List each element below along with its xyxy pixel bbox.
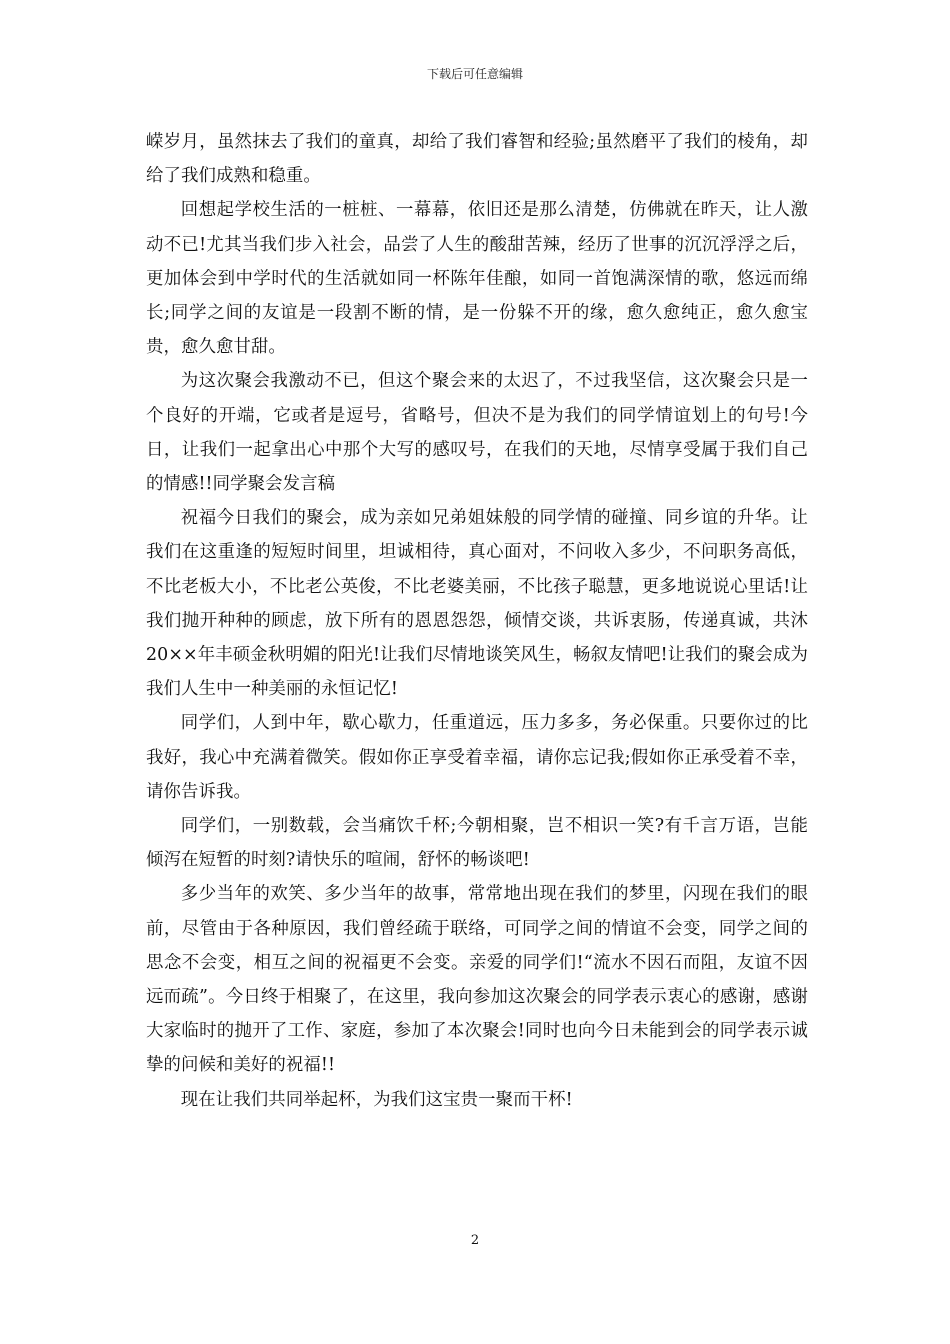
paragraph: 回想起学校生活的一桩桩、一幕幕，依旧还是那么清楚，仿佛就在昨天，让人激动不已!尤其当我们步入社会，品尝了人生的酸甜苦辣，经历了世事的沉沉浮浮之后，更加体会到中学时代的生活就如同一杯陈年佳酿，如同一首饱满深情的歌，悠远而绵长;同学之间的友谊是一段割不断的情，是一份躲不开的缘，愈久愈纯正，愈久愈宝贵，愈久愈甘甜。 [146, 200, 808, 358]
paragraph-continued: 嵘岁月，虽然抹去了我们的童真，却给了我们睿智和经验;虽然磨平了我们的棱角，却给了我们成熟和稳重。 [146, 132, 808, 187]
paragraph: 现在让我们共同举起杯，为我们这宝贵一聚而干杯! [180, 1089, 573, 1110]
paragraph: 同学们，一别数载，会当痛饮千杯;今朝相聚，岂不相识一笑?有千言万语，岂能倾泻在短暂的时刻?请快乐的喧闹，舒怀的畅谈吧! [146, 816, 808, 871]
paragraph: 同学们，人到中年，歇心歇力，任重道远，压力多多，务必保重。只要你过的比我好，我心中充满着微笑。假如你正享受着幸福，请你忘记我;假如你正承受着不幸，请你告诉我。 [146, 713, 808, 802]
page-number: 2 [470, 1233, 480, 1248]
paragraph: 祝福今日我们的聚会，成为亲如兄弟姐妹般的同学情的碰撞、同乡谊的升华。让我们在这重逢的短短时间里，坦诚相待，真心面对，不问收入多少，不问职务高低，不比老板大小，不比老公英俊，不比老婆美丽，不比孩子聪慧，更多地说说心里话!让我们抛开种种的顾虑，放下所有的恩恩怨怨，倾情交谈，共诉衷肠，传递真诚，共沐20××年丰硕金秋明媚的阳光!让我们尽情地谈笑风生，畅叙友情吧!让我们的聚会成为我们人生中一种美丽的永恒记忆! [146, 508, 808, 700]
page-header: 下载后可任意编辑 [426, 67, 523, 81]
paragraph: 多少当年的欢笑、多少当年的故事，常常地出现在我们的梦里，闪现在我们的眼前，尽管由于各种原因，我们曾经疏于联络，可同学之间的情谊不会变，同学之间的思念不会变，相互之间的祝福更不会变。亲爱的同学们!“流水不因石而阻，友谊不因远而疏”。今日终于相聚了，在这里，我向参加这次聚会的同学表示衷心的感谢，感谢大家临时的抛开了工作、家庭，参加了本次聚会!同时也向今日未能到会的同学表示诚挚的问候和美好的祝福!! [146, 884, 808, 1076]
paragraph: 为这次聚会我激动不已，但这个聚会来的太迟了，不过我坚信，这次聚会只是一个良好的开端，它或者是逗号，省略号，但决不是为我们的同学情谊划上的句号!今日，让我们一起拿出心中那个大写的感叹号，在我们的天地，尽情享受属于我们自己的情感!!同学聚会发言稿 [146, 371, 808, 495]
document-body [146, 125, 808, 1117]
